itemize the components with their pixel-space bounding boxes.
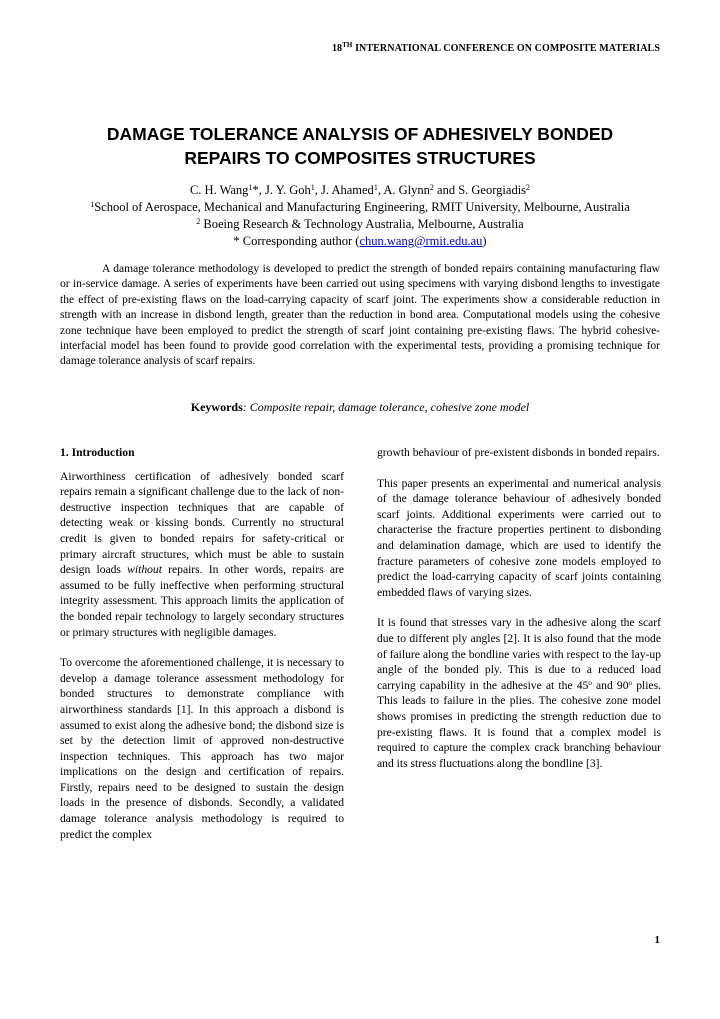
paragraph: It is found that stresses vary in the adhesive along the scarf due to different ply angles [2]. It is also found that the mode of failure along the bondline varies with respect to the lay-up angle of the bonded ply. This is due to a reduced load carrying capability in the adhesive at the 45$^o$ and 90$^o$ plies. This leads to failure in the plies. The cohesive zone model shows promises in predicting the strength reduction due to pre-existing flaws. It is found that a complex model is required to capture the complex crack branching behaviour and its stress fluctuations along the bondline [3]. (377, 616, 661, 770)
page-number: 1 (654, 934, 660, 946)
affiliation-2: $^2$ Boeing Research & Technology Australia, Melbourne, Australia (196, 217, 524, 231)
author-block (40, 182, 680, 250)
section-heading-introduction: 1. Introduction (60, 446, 135, 459)
keywords-label: Keywords (190, 400, 243, 414)
paper-title (40, 122, 680, 170)
right-column (377, 445, 661, 786)
paragraph: To overcome the aforementioned challenge, it is necessary to develop a damage tolerance assessment methodology for bonded structures to demonstrate compliance with airworthiness standards [1]. In this approach a disbond is assumed to exist along the adhesive bond; the disbond size is set by the detection limit of approved non-destructive inspection techniques. This approach has two major implications on the design and certification of repairs. Firstly, repairs need to be designed to sustain the design loads in the presence of disbonds. Secondly, a validated damage tolerance analysis methodology is required to predict the complex (60, 656, 344, 841)
left-column (60, 445, 344, 857)
corresponding-email-link[interactable]: chun.wang@rmit.edu.au (359, 234, 483, 248)
paragraph: This paper presents an experimental and numerical analysis of the damage tolerance behaviour of adhesively bonded scarf joints. Additional experiments were carried out to characterise the fracture properties pertinent to disbonding and delamination damage, which are used to identify the fracture parameters of cohesive zone models employed to predict the load-carrying capacity of scarf joints containing embedded flaws of varying sizes. (377, 476, 661, 599)
keywords (60, 400, 660, 415)
paragraph: Airworthiness certification of adhesively bonded scarf repairs remain a significant challenge due to the lack of non-destructive inspection techniques that are capable of detecting weak or kissing bonds. Currently no structural credit is given to bonded repairs for safety-critical or primary aircraft structures, which must be able to sustain design loads without repairs. In other words, repairs are assumed to be fully ineffective when performing structural integrity assessment. This approach limits the application of the bonded repair technology to largely secondary structures or primary structures with negligible damages. (60, 469, 344, 639)
abstract: A damage tolerance methodology is developed to predict the strength of bonded repairs containing manufacturing flaw or in-service damage. A series of experiments have been carried out using specimens with varying disbond lengths to investigate the effect of pre-existing flaws on the load-carrying capacity of scarf joint. The experiments show a considerable reduction in strength with an increase in disbond length, greater than the reduction in bond area. Computational models using the cohesive zone technique have been employed to predict the strength of scarf joint containing pre-existing flaws. The hybrid cohesive-interfacial model has been found to provide good correlation with the experimental tests, providing a promising technique for damage tolerance analysis of scarf repairs. (60, 263, 660, 368)
author-list: C. H. Wang$^1$*, J. Y. Goh$^1$, J. Ahamed$^1$, A. Glynn$^2$ and S. Georgiadis$^2$ (189, 183, 531, 197)
title-line-2: REPAIRS TO COMPOSITES STRUCTURES (184, 148, 536, 168)
title-line-1: DAMAGE TOLERANCE ANALYSIS OF ADHESIVELY BONDED (106, 124, 614, 144)
paragraph: growth behaviour of pre-existent disbonds in bonded repairs. (377, 446, 660, 459)
corresponding-author: * Corresponding author (chun.wang@rmit.edu.au) (233, 234, 487, 248)
keywords-text: : Composite repair, damage tolerance, cohesive zone model (242, 400, 530, 414)
running-header: 18TH INTERNATIONAL CONFERENCE ON COMPOSITE MATERIALS (331, 41, 660, 54)
affiliation-1: $^1$School of Aerospace, Mechanical and Manufacturing Engineering, RMIT University, Melbourne, Australia (90, 200, 630, 214)
